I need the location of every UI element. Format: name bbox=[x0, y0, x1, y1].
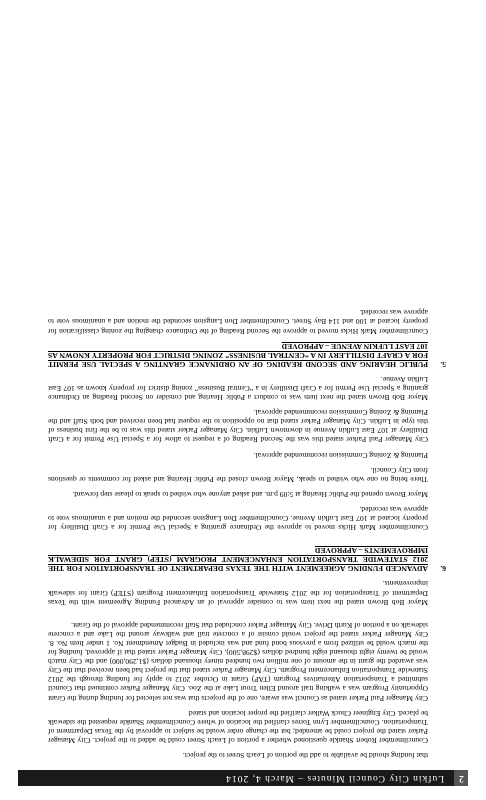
paragraph: There being no one who wished to speak, Mayor Brown closed the Public Hearing and asked for comments or questions from City Council. bbox=[48, 465, 428, 484]
running-title: Lufkin City Council Minutes – March 4, 2014 bbox=[225, 773, 444, 783]
paragraph: Councilmember Mark Hicks moved to approve the Ordinance granting a Special Use Permit for a Craft Distillery for property located at 107 East Lufkin Avenue. Councilmember Don Langston seconded the motion and a unanimous vote to approve was recorded. bbox=[48, 504, 428, 533]
paragraph: City Manager Paul Parker stated this was the Second Reading of a request to allow for a Special Use Permit for a Craft Distillery at 107 East Lufkin Avenue in downtown Lufkin. City Manager Parker stated this was to be the first business of this type in Lufkin. City Manager Parker stated that no opposition to the request had been received and both Staff and the Planning & Zoning Commission recommended approval. bbox=[48, 408, 428, 445]
running-header bbox=[18, 770, 468, 786]
paragraph: Councilmember Robert Shankle questioned whether a portion of Leach Street could be added to the project. City Manager Parker stated the project could be amended; but the change order would be subject to approval by the Texas Department of Transportation. Councilmember Lynn Torres clarified the location of where Councilmember Shankle requested the sidewalk be placed. City Engineer Chuck Walker clarified the proper location and stated bbox=[48, 708, 428, 745]
paragraph: Mayor Brown opened the Public Hearing at 5:09 p.m. and asked anyone who wished to speak to please step forward. bbox=[72, 489, 428, 499]
paragraph: Councilmember Mark Hicks moved to approve the Second Reading of the Ordinance changing the zoning classification for property located at 100 and 114 Bay Street. Councilmember Don Langston seconded the motion and a unanimous vote to approve was recorded. bbox=[48, 308, 428, 336]
item6-number: 6. bbox=[440, 564, 446, 574]
item6-heading: ADVANCED FUNDING AGREEMENT WITH THE TEXAS DEPARTMENT OF TRANSPORTATION FOR THE 2012 STATEWIDE TRANSPORTATION ENHANCEMENT PROGRAM (STEP) GRANT FOR SIDEWALK IMPROVEMENTS – APPROVED bbox=[48, 546, 428, 574]
item5-body: Mayor Bob Brown stated the next item was to conduct a Public Hearing and consider on Second Reading an Ordinance granting a Special Use Permit for a Craft Distillery in a “Central Business” zoning district for property known as 107 East Lufkin Avenue. bbox=[48, 374, 428, 403]
minutes-body bbox=[48, 302, 446, 760]
item5-number: 5. bbox=[440, 359, 446, 369]
paragraph: that funding should be available to add the portion of Leach Street to the project. bbox=[182, 751, 428, 760]
paragraph: City Manager Paul Parker stated as Council was aware, one of the projects that was not selected for funding during the Grant Opportunity Program was a walking trail around Ellen Trout Lake at the Zoo. City Manager Parker continued that Council submitted a Transportation Alternatives Program (TAP) Grant in October 2012 to apply for funding through the 2012 Statewide Transportation Enhancement Program. City Manager Parker stated that the project had been received that the City was awarded the grant in the amount of one million two hundred ninety thousand dollars ($1,290,000) and the City match would be twenty eight thousand eight hundred dollars ($298,500). City Manager Parker stated that if approved, funding for the match would be utilized from a previous bond fund and was included in Budget Amendment No. 1 under Item No. 8. City Manager Parker stated the project would consist of a concrete trail and walkway around the Lake and a concrete sidewalk on a portion of Kurth Drive. City Manager Parker concluded that Staff recommended approval of the Grant. bbox=[48, 620, 428, 703]
item5-heading: PUBLIC HEARING AND SECOND READING OF AN ORDINANCE GRANTING A SPECIAL USE PERMIT FOR A CRAFT DISTILLERY IN A “CENTRAL BUSINESS” ZONING DISTRICT FOR PROPERTY KNOWN AS 107 EAST LUFKIN AVENUE – APPROVED bbox=[48, 341, 428, 369]
item6-body: Mayor Bob Brown stated the next item was to consider approval of an Advanced Funding Agreement with the Texas Department of Transportation for the 2012 Statewide Transportation Enhancement Program (STEP) Grant for sidewalk improvements. bbox=[48, 579, 428, 607]
page-number: 2 bbox=[454, 770, 468, 786]
paragraph: Planning & Zoning Commission recommended approval. bbox=[253, 450, 428, 460]
